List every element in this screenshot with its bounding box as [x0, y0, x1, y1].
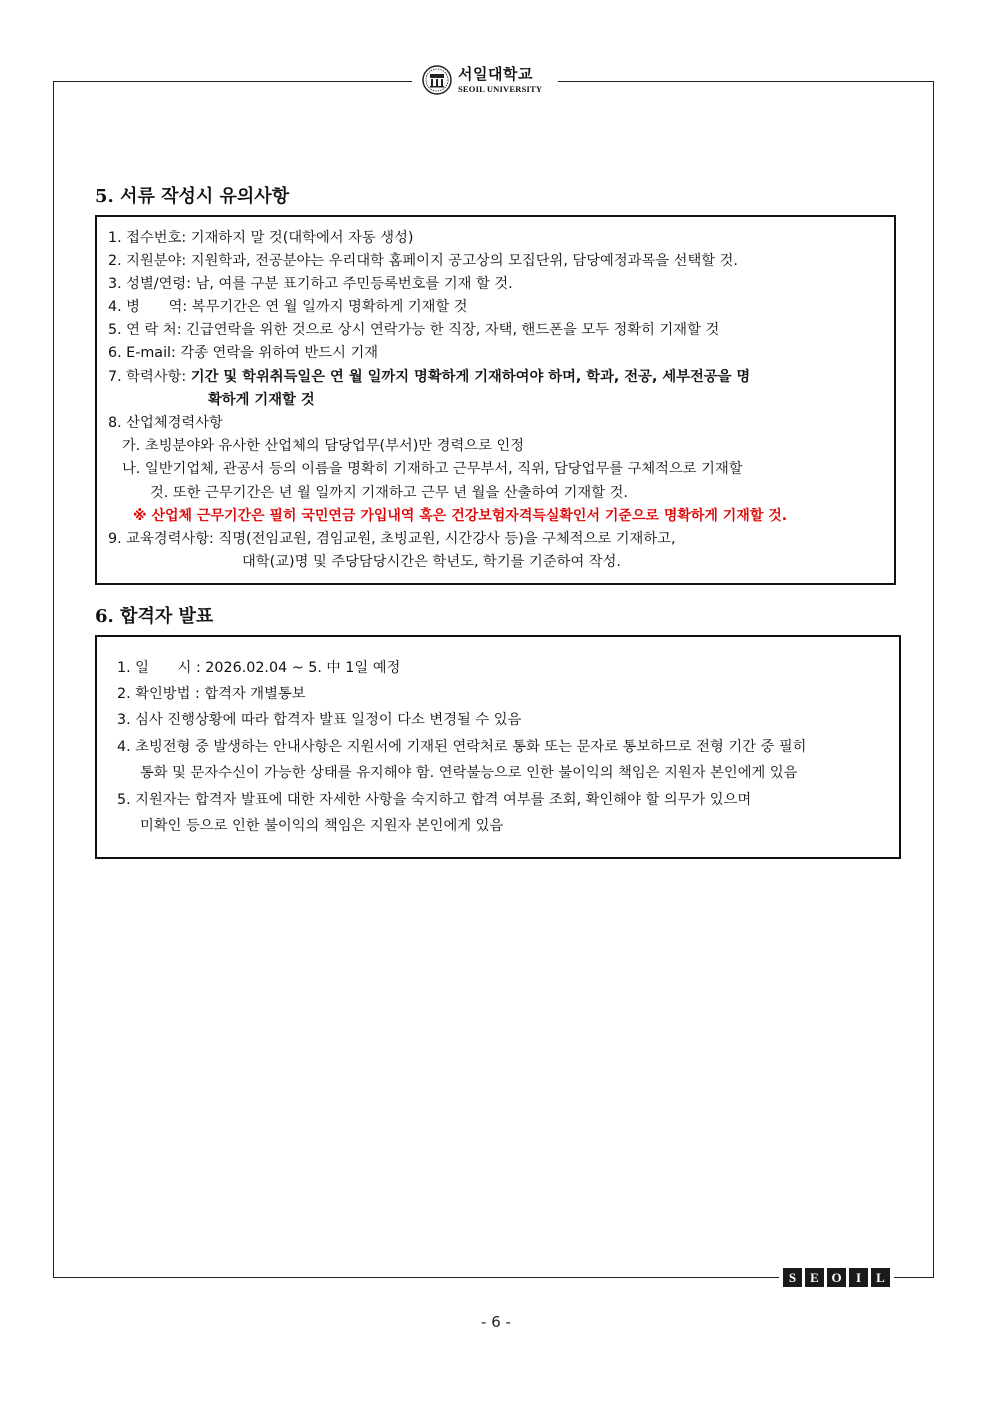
industry-subitem-a: 가. 초빙분야와 유사한 산업체의 담당업무(부서)만 경력으로 인정: [122, 438, 525, 454]
list-item-continued: 미확인 등으로 인한 불이익의 책임은 지원자 본인에게 있음: [140, 818, 504, 834]
industry-warning-note: ※ 산업체 근무기간은 필히 국민연금 가입내역 혹은 건강보험자격득실확인서 기준으로 명확하게 기재할 것.: [133, 508, 788, 524]
seoil-footer-badge: [779, 1268, 894, 1287]
section-5-title: 5. 서류 작성시 유의사항: [95, 186, 290, 207]
industry-subitem-b-line1: 나. 일반기업체, 관공서 등의 이름을 명확히 기재하고 근무부서, 직위, 담당업무를 구체적으로 기재할: [122, 461, 743, 477]
list-item: 4. 초빙전형 중 발생하는 안내사항은 지원서에 기재된 연락처로 통화 또는 문자로 통보하므로 전형 기간 중 필히: [117, 739, 807, 755]
list-item: 1. 일 시 : 2026.02.04 ~ 5. 中 1일 예정: [117, 660, 401, 676]
list-item: 5. 지원자는 합격자 발표에 대한 자세한 사항을 숙지하고 합격 여부를 조회, 확인해야 할 의무가 있으며: [117, 792, 752, 808]
list-item: 5. 연 락 처: 긴급연락을 위한 것으로 상시 연락가능 한 직장, 자택, 핸드폰을 모두 정확히 기재할 것: [108, 322, 720, 338]
education-label: 7. 학력사항:: [108, 369, 191, 385]
list-item: 1. 접수번호: 기재하지 말 것(대학에서 자동 생성): [108, 230, 414, 246]
logo-english-name: SEOIL UNIVERSITY: [458, 83, 543, 94]
seoil-letter: S: [783, 1268, 802, 1287]
list-item: 3. 성별/연령: 남, 여를 구분 표기하고 주민등록번호를 기재 할 것.: [108, 276, 513, 292]
education-note-line1: 기간 및 학위취득일은 연 월 일까지 명확하게 기재하여야 하며, 학과, 전공, 세부전공을 명: [190, 369, 751, 385]
list-item-continued: 통화 및 문자수신이 가능한 상태를 유지해야 함. 연락불능으로 인한 불이익의 책임은 지원자 본인에게 있음: [140, 765, 798, 781]
industry-subitem-b-line2: 것. 또한 근무기간은 년 월 일까지 기재하고 근무 년 월을 산출하여 기재할 것.: [150, 485, 628, 501]
education-note-line2: 확하게 기재할 것: [208, 392, 315, 408]
section-6-title: 6. 합격자 발표: [95, 606, 214, 627]
list-item-teaching-line1: 9. 교육경력사항: 직명(전임교원, 겸임교원, 초빙교원, 시간강사 등)을 구체적으로 기재하고,: [108, 531, 676, 547]
page-number: - 6 -: [481, 1313, 511, 1331]
university-seal-icon: [422, 65, 452, 95]
seoil-letter: L: [871, 1268, 890, 1287]
section-5-box: [95, 215, 896, 585]
list-item: 2. 확인방법 : 합격자 개별통보: [117, 686, 306, 702]
list-item: 2. 지원분야: 지원학과, 전공분야는 우리대학 홈페이지 공고상의 모집단위, 담당예정과목을 선택할 것.: [108, 253, 738, 269]
list-item: 4. 병 역: 복무기간은 연 월 일까지 명확하게 기재할 것: [108, 299, 468, 315]
university-logo: [412, 61, 558, 99]
list-item-industry-title: 8. 산업체경력사항: [108, 415, 223, 431]
seoil-letter: E: [805, 1268, 824, 1287]
list-item: 3. 심사 진행상황에 따라 합격자 발표 일정이 다소 변경될 수 있음: [117, 712, 522, 728]
seoil-letter: I: [849, 1268, 868, 1287]
seoil-letter: O: [827, 1268, 846, 1287]
section-6-box: [95, 635, 901, 859]
list-item: 6. E-mail: 각종 연락을 위하여 반드시 기재: [108, 345, 379, 361]
logo-korean-name: 서일대학교: [458, 64, 533, 83]
list-item-education: [108, 370, 750, 384]
list-item-teaching-line2: 대학(교)명 및 주당담당시간은 학년도, 학기를 기준하여 작성.: [242, 554, 621, 570]
